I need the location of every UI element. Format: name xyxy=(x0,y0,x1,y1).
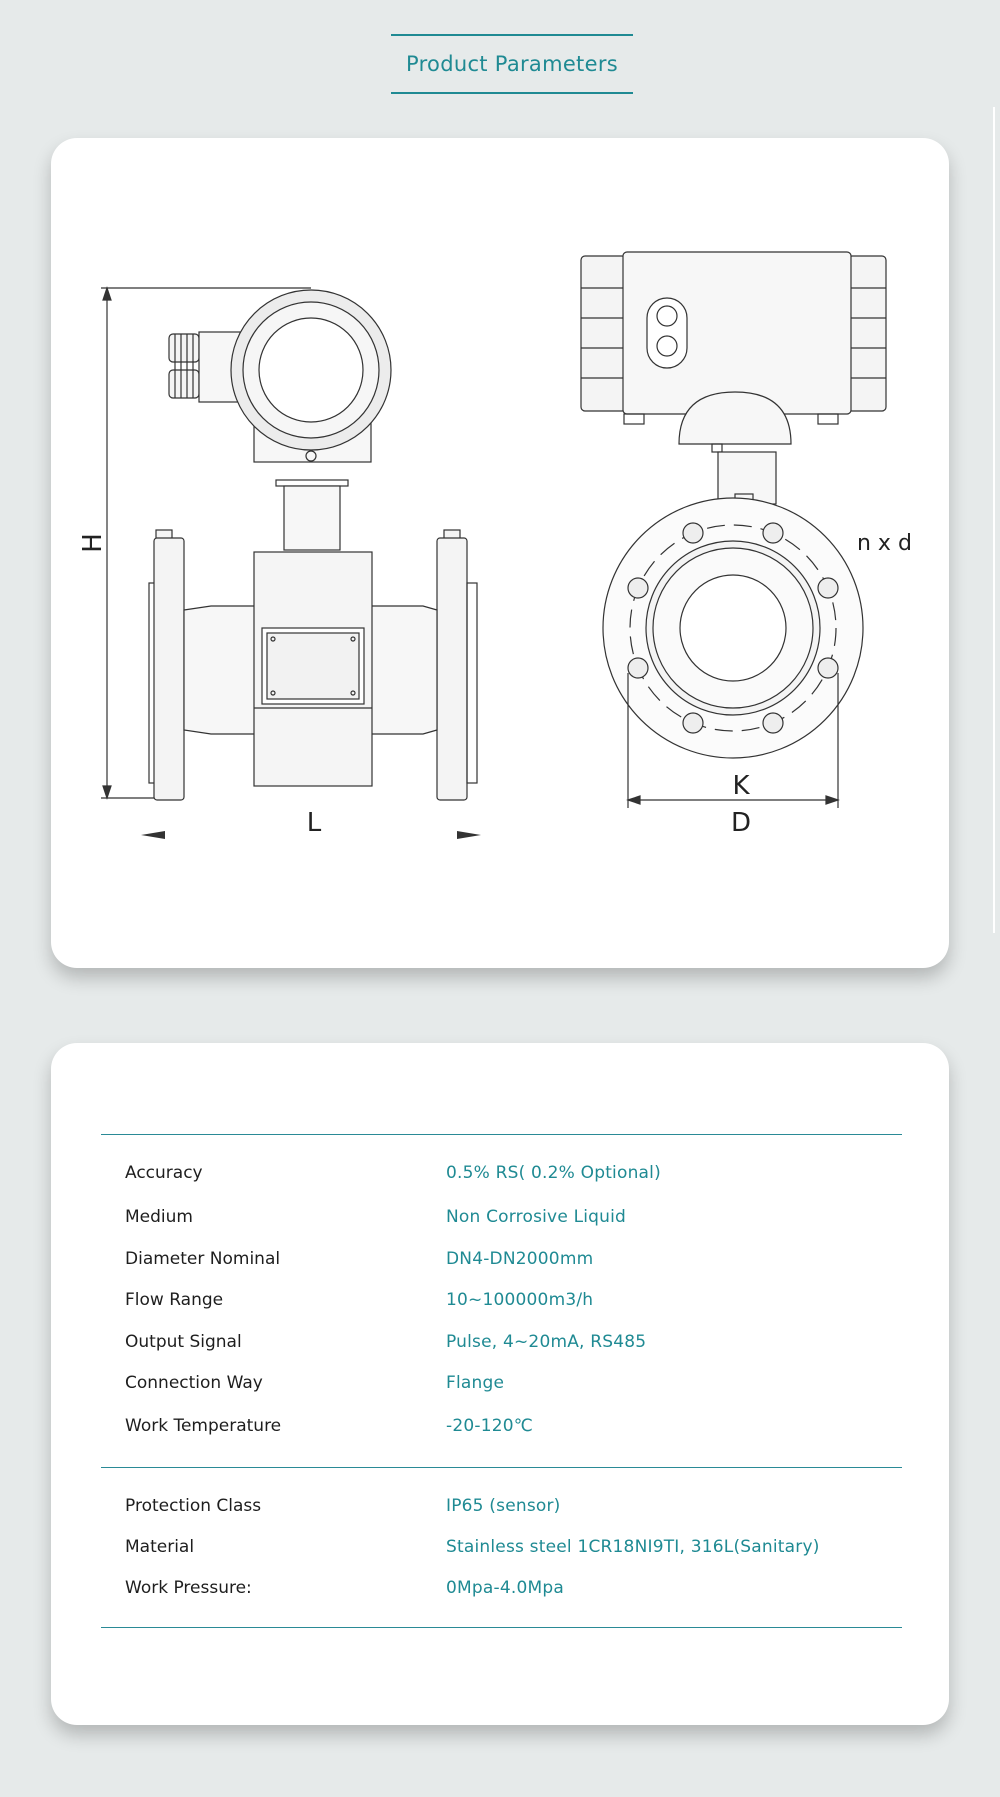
dimension-label-nxd: n x d xyxy=(857,531,912,556)
spec-label: Medium xyxy=(125,1207,193,1227)
spec-label: Connection Way xyxy=(125,1373,263,1393)
spec-row-medium xyxy=(125,1207,885,1237)
page-title: Product Parameters xyxy=(405,52,618,76)
spec-row-flow-range xyxy=(125,1290,885,1320)
spec-label: Output Signal xyxy=(125,1332,242,1352)
edge-divider xyxy=(993,107,995,933)
spec-label: Diameter Nominal xyxy=(125,1249,281,1269)
spec-label: Work Pressure: xyxy=(125,1578,252,1598)
section-title-box xyxy=(391,34,633,94)
spec-row-material xyxy=(125,1537,885,1567)
spec-value: 0Mpa-4.0Mpa xyxy=(446,1578,564,1598)
spec-value: 0.5% RS( 0.2% Optional) xyxy=(446,1163,661,1183)
dimension-label-d: D xyxy=(730,808,752,838)
spec-value: -20-120℃ xyxy=(446,1416,534,1436)
flowmeter-dimension-drawing xyxy=(51,138,949,968)
drawing-card xyxy=(51,138,949,968)
specs-card xyxy=(51,1043,949,1725)
spec-label: Material xyxy=(125,1537,195,1557)
spec-row-temperature xyxy=(125,1416,885,1446)
dimension-label-l: L xyxy=(306,808,322,838)
table-divider-middle xyxy=(101,1467,902,1468)
spec-label: Flow Range xyxy=(125,1290,224,1310)
spec-value: IP65 (sensor) xyxy=(446,1496,561,1516)
spec-row-pressure xyxy=(125,1578,885,1608)
spec-value: Stainless steel 1CR18NI9TI, 316L(Sanitary) xyxy=(446,1537,820,1557)
spec-row-diameter xyxy=(125,1249,885,1279)
table-divider-bottom xyxy=(101,1627,902,1628)
spec-value: 10~100000m3/h xyxy=(446,1290,594,1310)
spec-row-accuracy xyxy=(125,1163,885,1193)
table-divider-top xyxy=(101,1134,902,1135)
spec-value: Non Corrosive Liquid xyxy=(446,1207,627,1227)
spec-row-connection xyxy=(125,1373,885,1403)
spec-row-protection xyxy=(125,1496,885,1526)
dimension-label-k: K xyxy=(732,771,750,801)
spec-label: Protection Class xyxy=(125,1496,262,1516)
spec-label: Accuracy xyxy=(125,1163,203,1183)
spec-value: DN4-DN2000mm xyxy=(446,1249,594,1269)
spec-row-output-signal xyxy=(125,1332,885,1362)
spec-value: Flange xyxy=(446,1373,505,1393)
spec-label: Work Temperature xyxy=(125,1416,282,1436)
dimension-label-h: H xyxy=(78,533,108,553)
spec-value: Pulse, 4~20mA, RS485 xyxy=(446,1332,647,1352)
